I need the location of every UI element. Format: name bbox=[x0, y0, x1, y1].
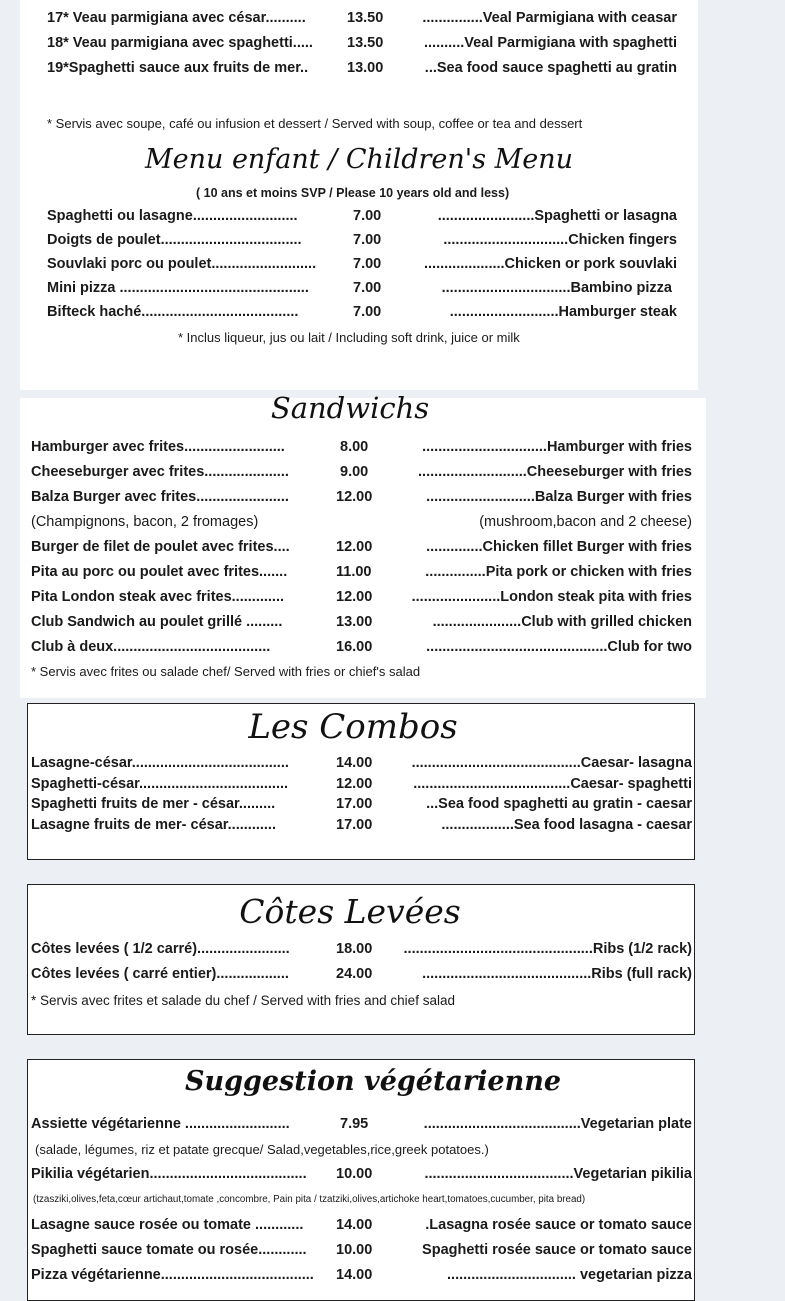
item-fr: Spaghetti ou lasagne.......................... bbox=[47, 208, 298, 224]
item-en: ......................London steak pita with fries bbox=[411, 589, 692, 605]
ribs-item bbox=[31, 939, 692, 959]
vegetarian-plate-desc: (salade, légumes, riz et patate grecque/ Salad,vegetables,rice,greek potatoes.) bbox=[35, 1142, 489, 1157]
children-item bbox=[47, 254, 677, 274]
item-en: ...............................Hamburger with fries bbox=[422, 439, 692, 455]
item-price: 12.00 bbox=[336, 539, 373, 555]
item-en: ......................Club with grilled chicken bbox=[432, 614, 692, 630]
item-price: 10.00 bbox=[336, 1242, 373, 1258]
item-price: 13.00 bbox=[336, 614, 373, 630]
item-price: 7.00 bbox=[353, 256, 382, 272]
item-en: ...........................Cheeseburger with fries bbox=[418, 464, 692, 480]
item-fr: Bifteck haché....................................... bbox=[47, 304, 299, 320]
item-price: 7.00 bbox=[353, 280, 382, 296]
item-en: .............................................Club for two bbox=[426, 639, 692, 655]
item-fr: Balza Burger avec frites....................... bbox=[31, 489, 289, 505]
item-en: ........................Spaghetti or lasagna bbox=[437, 208, 677, 224]
item-price: 11.00 bbox=[336, 564, 372, 580]
balza-desc-fr: (Champignons, bacon, 2 fromages) bbox=[31, 514, 259, 530]
sandwich-item bbox=[31, 562, 692, 582]
item-price: 10.00 bbox=[336, 1166, 373, 1182]
item-price: 17.00 bbox=[336, 796, 373, 812]
item-fr: Souvlaki porc ou poulet.......................... bbox=[47, 256, 317, 272]
item-price: 13.50 bbox=[347, 35, 384, 51]
item-fr: Cheeseburger avec frites..................... bbox=[31, 464, 289, 480]
item-price: 7.00 bbox=[353, 304, 382, 320]
item-en: .......................................Vegetarian plate bbox=[423, 1116, 692, 1132]
combos-title: Les Combos bbox=[248, 707, 458, 747]
menu-item bbox=[47, 33, 677, 53]
item-fr: 19*Spaghetti sauce aux fruits de mer.. bbox=[47, 60, 309, 76]
item-price: 12.00 bbox=[336, 776, 373, 792]
balza-desc-en: (mushroom,bacon and 2 cheese) bbox=[479, 514, 692, 530]
ribs-item bbox=[31, 964, 692, 984]
item-price: 7.00 bbox=[353, 208, 382, 224]
item-price: 14.00 bbox=[336, 755, 373, 771]
item-fr: Pita au porc ou poulet avec frites....... bbox=[31, 564, 288, 580]
item-fr: Pikilia végétarien....................................... bbox=[31, 1166, 307, 1182]
item-fr: Côtes levées ( 1/2 carré)....................... bbox=[31, 941, 290, 957]
sandwich-item bbox=[31, 437, 692, 457]
item-fr: Club Sandwich au poulet grillé ......... bbox=[31, 614, 283, 630]
item-en: ...............Veal Parmigiana with ceasar bbox=[422, 10, 677, 26]
children-item bbox=[47, 206, 677, 226]
item-fr: Assiette végétarienne .......................... bbox=[31, 1116, 290, 1132]
vegetarian-item bbox=[31, 1265, 692, 1285]
item-en: ..............Chicken fillet Burger with fries bbox=[426, 539, 692, 555]
sandwich-note: * Servis avec frites ou salade chef/ Served with fries or chief's salad bbox=[31, 664, 421, 679]
item-price: 14.00 bbox=[336, 1267, 373, 1283]
item-fr: Burger de filet de poulet avec frites.... bbox=[31, 539, 290, 555]
sandwich-item bbox=[31, 637, 692, 657]
item-en: ..........Veal Parmigiana with spaghetti bbox=[423, 35, 677, 51]
item-en: .....................................Vegetarian pikilia bbox=[424, 1166, 692, 1182]
item-en: ...........................Balza Burger with fries bbox=[426, 489, 692, 505]
item-fr: 17* Veau parmigiana avec césar.......... bbox=[47, 10, 306, 26]
item-fr: Mini pizza ............................................... bbox=[47, 280, 309, 296]
vegetarian-title: Suggestion végétarienne bbox=[184, 1066, 562, 1097]
item-en: ...........................Hamburger steak bbox=[449, 304, 677, 320]
item-en: ..........................................Ribs (full rack) bbox=[422, 966, 692, 982]
item-price: 7.95 bbox=[340, 1116, 369, 1132]
item-price: 16.00 bbox=[336, 639, 373, 655]
item-en: ...............Pita pork or chicken with fries bbox=[425, 564, 692, 580]
item-fr: Spaghetti-césar..................................... bbox=[31, 776, 289, 792]
combo-item bbox=[31, 794, 692, 814]
ribs-title: Côtes Levées bbox=[239, 892, 461, 931]
children-item bbox=[47, 278, 672, 298]
item-price: 7.00 bbox=[353, 232, 382, 248]
item-price: 17.00 bbox=[336, 817, 373, 833]
item-fr: Côtes levées ( carré entier).................. bbox=[31, 966, 289, 982]
item-en: ..................Sea food lasagna - caesar bbox=[441, 817, 692, 833]
item-fr: Hamburger avec frites......................... bbox=[31, 439, 285, 455]
item-en: ...............................Chicken fingers bbox=[443, 232, 677, 248]
item-fr: Lasagne sauce rosée ou tomate ............ bbox=[31, 1217, 304, 1233]
vegetarian-item bbox=[31, 1114, 692, 1134]
item-en: .......................................Caesar- spaghetti bbox=[413, 776, 692, 792]
item-price: 9.00 bbox=[340, 464, 369, 480]
item-fr: Pizza végétarienne...................................... bbox=[31, 1267, 314, 1283]
combo-item bbox=[31, 774, 692, 794]
item-en: ...Sea food spaghetti au gratin - caesar bbox=[426, 796, 692, 812]
ribs-note: * Servis avec frites et salade du chef / Served with fries and chief salad bbox=[31, 993, 455, 1008]
sandwichs-title: Sandwichs bbox=[270, 391, 430, 425]
item-price: 12.00 bbox=[336, 589, 373, 605]
pikilia-desc: (tzasziki,olives,feta,cœur artichaut,tomate ,concombre, Pain pita / tzatziki,olives,artichoke heart,tomatoes,cucumber, pita bread) bbox=[33, 1194, 586, 1205]
item-price: 13.00 bbox=[347, 60, 384, 76]
item-en: ...............................................Ribs (1/2 rack) bbox=[403, 941, 692, 957]
item-fr: Lasagne fruits de mer- césar............ bbox=[31, 817, 276, 833]
item-en: ................................Bambino pizza bbox=[441, 280, 672, 296]
item-en: ................................ vegetarian pizza bbox=[447, 1267, 692, 1283]
sandwich-item bbox=[31, 462, 692, 482]
children-item bbox=[47, 302, 677, 322]
item-fr: Pita London steak avec frites............. bbox=[31, 589, 285, 605]
item-price: 13.50 bbox=[347, 10, 384, 26]
item-fr: Spaghetti sauce tomate ou rosée............ bbox=[31, 1242, 307, 1258]
item-en: ...Sea food sauce spaghetti au gratin bbox=[424, 60, 677, 76]
sandwich-item bbox=[31, 537, 692, 557]
children-item bbox=[47, 230, 677, 250]
combo-item bbox=[31, 753, 692, 773]
item-fr: Doigts de poulet................................... bbox=[47, 232, 302, 248]
item-price: 8.00 bbox=[340, 439, 369, 455]
item-en: Spaghetti rosée sauce or tomato sauce bbox=[422, 1242, 692, 1258]
vegetarian-item bbox=[31, 1215, 692, 1235]
menu-item bbox=[47, 58, 677, 78]
sandwich-item bbox=[31, 587, 692, 607]
children-menu-title: Menu enfant / Children's Menu bbox=[144, 144, 574, 175]
sandwich-item bbox=[31, 612, 692, 632]
sandwich-item bbox=[31, 487, 692, 507]
item-en: ..........................................Caesar- lasagna bbox=[411, 755, 692, 771]
children-note: * Inclus liqueur, jus ou lait / Including soft drink, juice or milk bbox=[178, 330, 520, 345]
children-subtitle: ( 10 ans et moins SVP / Please 10 years old and less) bbox=[196, 186, 510, 200]
top-note: * Servis avec soupe, café ou infusion et dessert / Served with soup, coffee or tea and dessert bbox=[47, 116, 583, 131]
item-en: .Lasagna rosée sauce or tomato sauce bbox=[425, 1217, 692, 1233]
item-fr: 18* Veau parmigiana avec spaghetti..... bbox=[47, 35, 313, 51]
combo-item bbox=[31, 815, 692, 835]
item-price: 24.00 bbox=[336, 966, 373, 982]
item-price: 18.00 bbox=[336, 941, 373, 957]
item-fr: Lasagne-césar....................................... bbox=[31, 755, 289, 771]
item-en: ....................Chicken or pork souvlaki bbox=[423, 256, 677, 272]
item-fr: Spaghetti fruits de mer - césar......... bbox=[31, 796, 276, 812]
vegetarian-item bbox=[31, 1240, 692, 1260]
vegetarian-item bbox=[31, 1164, 692, 1184]
item-price: 14.00 bbox=[336, 1217, 373, 1233]
item-price: 12.00 bbox=[336, 489, 373, 505]
item-fr: Club à deux....................................... bbox=[31, 639, 271, 655]
menu-item bbox=[47, 8, 677, 28]
